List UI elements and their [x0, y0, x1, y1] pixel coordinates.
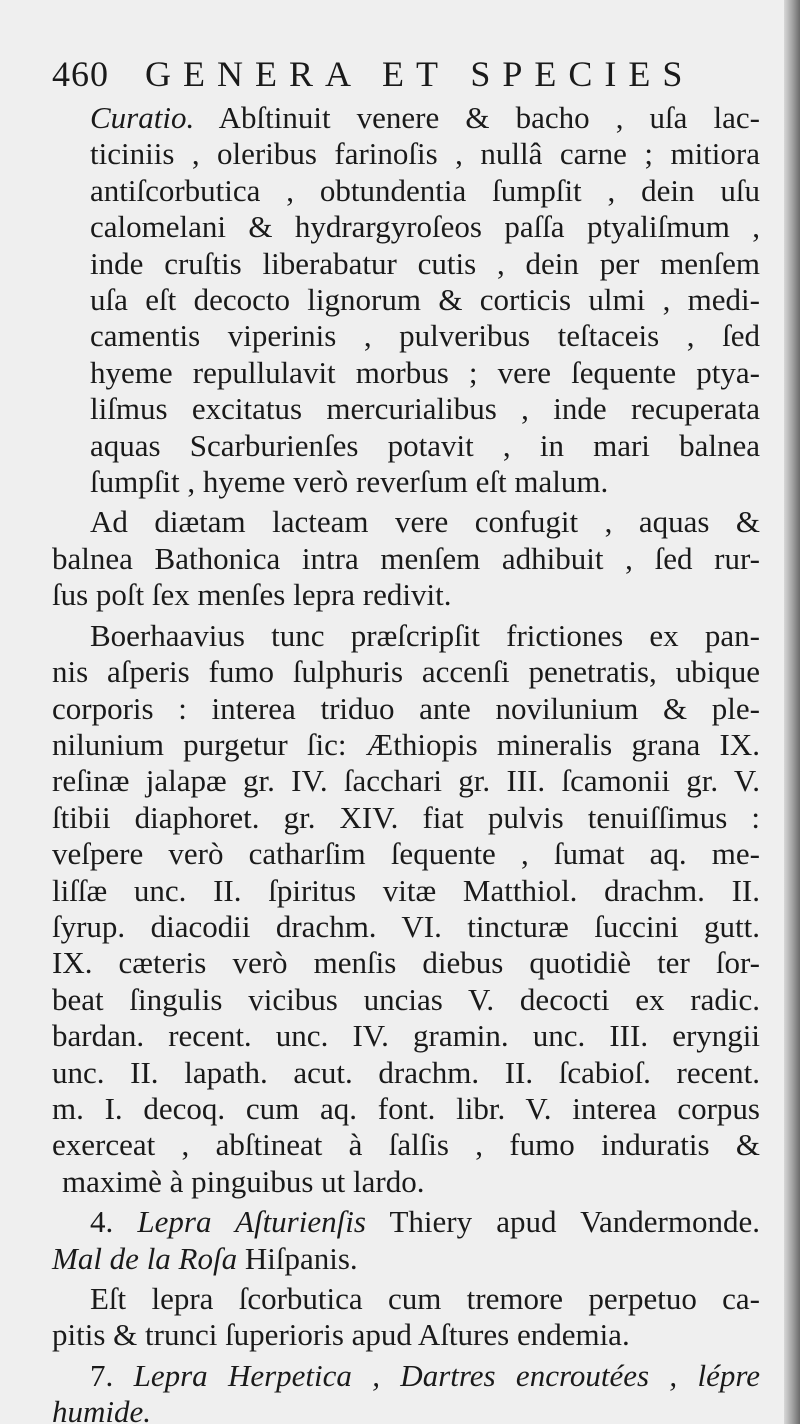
text-line: Boerhaavius tunc præſcripſit frictiones ex pan- — [90, 617, 760, 653]
curatio-label: Curatio. — [90, 100, 195, 135]
running-title: GENERA ET SPECIES — [145, 54, 695, 94]
text-line: exerceat , abſtineat à ſalſis , fumo induratis & — [52, 1127, 760, 1163]
entry-number: 4. — [90, 1204, 114, 1240]
text-line: hyeme repullulavit morbus ; vere ſequente ptya- — [90, 354, 760, 390]
text-line: veſpere verò catharſim ſequente , ſumat aq. me- — [52, 836, 760, 872]
running-header — [52, 48, 760, 100]
entry-heading-continuation: humide. — [52, 1394, 152, 1424]
text-line: ſumpſit , hyeme verò reverſum eſt malum. — [90, 464, 609, 500]
text-line: balnea Bathonica intra menſem adhibuit , ſed rur- — [52, 540, 760, 576]
text-line: corporis : interea triduo ante novilunium & ple- — [52, 690, 760, 726]
text-line: reſinæ jalapæ gr. IV. ſacchari gr. III. ſcamonii gr. V. — [52, 763, 760, 799]
text-line: Eſt lepra ſcorbutica cum tremore perpetuo ca- — [90, 1281, 760, 1316]
text-line: ſyrup. diacodii drachm. VI. tincturæ ſuccini gutt. — [52, 908, 760, 944]
paragraph-curatio — [52, 100, 760, 500]
entry-number: 7. — [90, 1357, 114, 1393]
text-line: unc. II. lapath. acut. drachm. II. ſcabioſ. recent. — [52, 1054, 760, 1090]
text-line: inde cruſtis liberabatur cutis , dein per menſem — [90, 245, 760, 281]
species-name: Lepra Aſturienſis — [137, 1204, 366, 1240]
text-line: liſmus excitatus mercurialibus , inde recuperata — [90, 391, 760, 427]
text-line: pitis & trunci ſuperioris apud Aſtures endemia. — [52, 1317, 630, 1353]
text-line: ſtibii diaphoret. gr. XIV. fiat pulvis tenuiſſimus : — [52, 799, 760, 835]
entry-lepra-asturiensis — [52, 1204, 760, 1277]
paragraph-boerhaavius — [52, 618, 760, 1201]
text-line: nilunium purgetur ſic: Æthiopis mineralis grana IX. — [52, 726, 760, 762]
text-line: liſſæ unc. II. ſpiritus vitæ Matthiol. drachm. II. — [52, 872, 760, 908]
text-line: maximè à pinguibus ut lardo. — [62, 1163, 425, 1199]
synonym-name: Mal de la Roſa — [52, 1240, 238, 1276]
text-line: bardan. recent. unc. IV. gramin. unc. III. eryngii — [52, 1018, 760, 1054]
text-line: Ad diætam lacteam vere confugit , aquas & — [90, 504, 760, 540]
paragraph-diaeta — [52, 504, 760, 613]
entry-heading-line — [52, 1358, 760, 1394]
text-line: beat ſingulis vicibus uncias V. decocti ex radic. — [52, 981, 760, 1017]
text-line: camentis viperinis , pulveribus teſtaceis , ſed — [90, 318, 760, 354]
entry-lepra-herpetica — [52, 1358, 760, 1424]
text-line: calomelani & hydrargyroſeos paſſa ptyaliſmum , — [90, 209, 760, 245]
text-line: ticiniis , oleribus farinoſis , nullâ carne ; mitiora — [90, 136, 760, 172]
text-line: IX. cæteris verò menſis diebus quotidiè ter ſor- — [52, 945, 760, 981]
page-text — [52, 48, 760, 1424]
entry-heading-line: 4. Lepra Aſturienſis Thiery apud Vandermonde. — [90, 1204, 761, 1240]
text-line: m. I. decoq. cum aq. font. libr. V. interea corpus — [52, 1090, 760, 1126]
species-name: Lepra Herpetica , Dartres encroutées , lépre — [133, 1357, 760, 1393]
text-line: Curatio. Abſtinuit venere & bacho , uſa lac- — [90, 100, 760, 135]
page-number: 460 — [52, 54, 109, 94]
text-line: antiſcorbutica , obtundentia ſumpſit , dein uſu — [90, 172, 760, 208]
text-line: aquas Scarburienſes potavit , in mari balnea — [90, 427, 760, 463]
text-line: nis aſperis fumo ſulphuris accenſi penetratis, ubique — [52, 654, 760, 690]
paragraph-description — [52, 1281, 760, 1354]
entry-synonym-line: Mal de la Roſa Hiſpanis. — [52, 1240, 358, 1276]
page-edge-shadow — [784, 0, 800, 1424]
text-line: ſus poſt ſex menſes lepra redivit. — [52, 577, 452, 613]
text-line: uſa eſt decocto lignorum & corticis ulmi , medi- — [90, 282, 760, 318]
